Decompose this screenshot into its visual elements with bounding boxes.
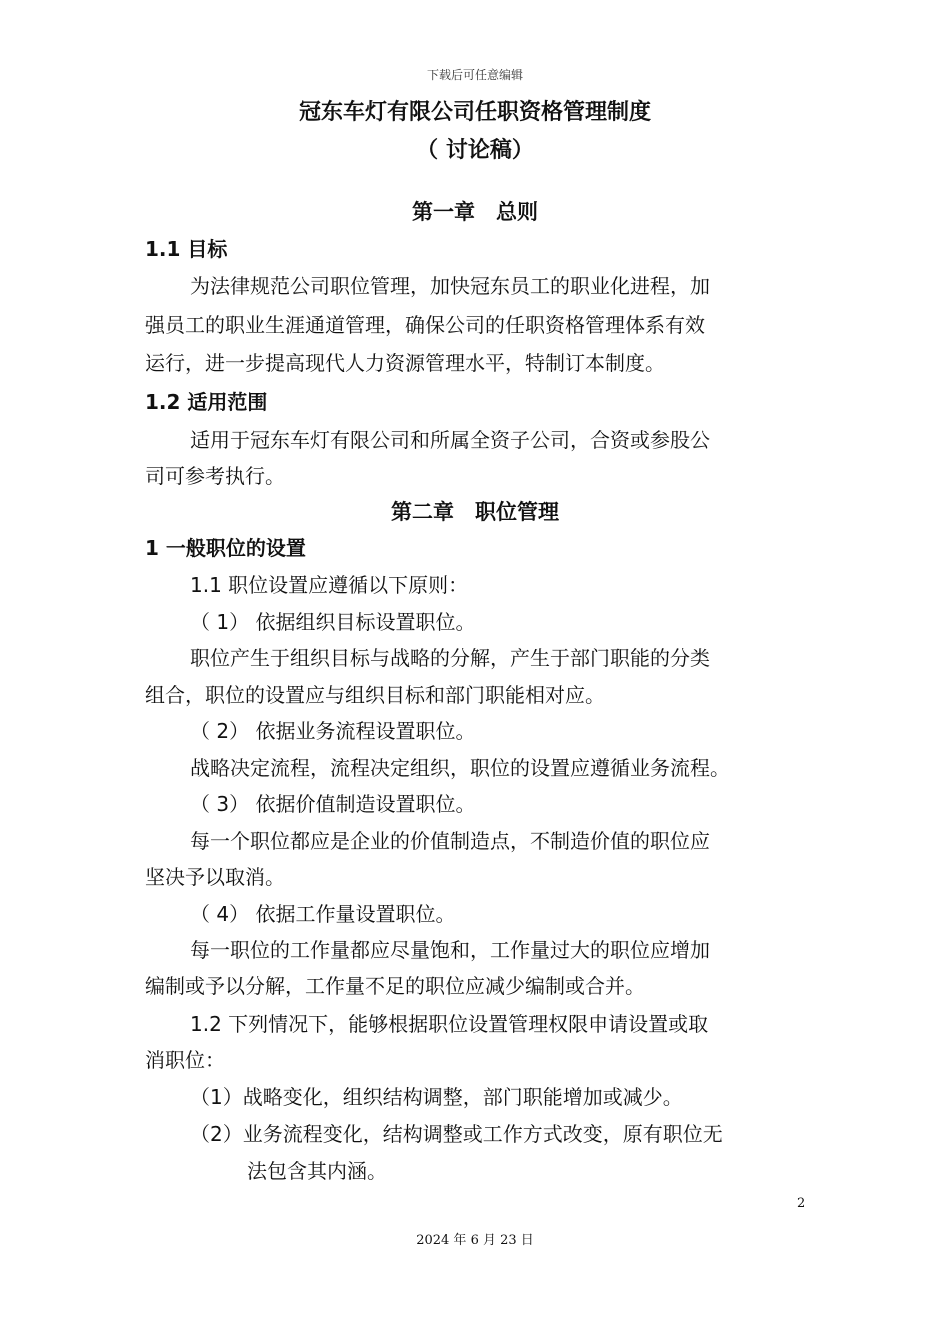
paragraph-line: 1.2 下列情况下，能够根据职位设置管理权限申请设置或取 [190, 1012, 709, 1036]
paragraph-line: 编制或予以分解，工作量不足的职位应减少编制或合并。 [145, 974, 645, 998]
paragraph-line: 1.1 职位设置应遵循以下原则： [190, 573, 469, 597]
paragraph-line: 战略决定流程，流程决定组织，职位的设置应遵循业务流程。 [190, 756, 730, 780]
paragraph-line: 适用于冠东车灯有限公司和所属全资子公司，合资或参股公 [190, 428, 710, 452]
section-1-2-heading: 1.2 适用范围 [145, 390, 268, 414]
document-title: 冠东车灯有限公司任职资格管理制度 [298, 100, 651, 125]
paragraph-line: 强员工的职业生涯通道管理，确保公司的任职资格管理体系有效 [145, 313, 705, 337]
chapter-2-heading: 第二章 职位管理 [391, 500, 559, 524]
list-item: （ 4） 依据工作量设置职位。 [190, 902, 456, 926]
paragraph-line: 组合，职位的设置应与组织目标和部门职能相对应。 [145, 683, 605, 707]
paragraph-line: 每一个职位都应是企业的价值制造点，不制造价值的职位应 [190, 829, 710, 853]
paragraph-line: 坚决予以取消。 [145, 865, 285, 889]
paragraph-line: 为法律规范公司职位管理，加快冠东员工的职业化进程，加 [190, 274, 710, 298]
list-item: （ 2） 依据业务流程设置职位。 [190, 719, 476, 743]
section-1-1-heading: 1.1 目标 [145, 237, 228, 261]
paragraph-line: 职位产生于组织目标与战略的分解，产生于部门职能的分类 [190, 646, 710, 670]
list-item: （2）业务流程变化，结构调整或工作方式改变，原有职位无 [190, 1122, 723, 1146]
list-item: （ 1） 依据组织目标设置职位。 [190, 610, 476, 634]
paragraph-line: 消职位： [145, 1048, 225, 1072]
chapter-1-heading: 第一章 总则 [412, 200, 538, 224]
list-item: （ 3） 依据价值制造设置职位。 [190, 792, 476, 816]
footer-date: 2024 年 6 月 23 日 [416, 1233, 534, 1248]
header-note: 下载后可任意编辑 [426, 68, 523, 82]
list-item: （1）战略变化，组织结构调整，部门职能增加或减少。 [190, 1085, 683, 1109]
paragraph-line: 每一职位的工作量都应尽量饱和，工作量过大的职位应增加 [190, 938, 710, 962]
page-number: 2 [797, 1196, 806, 1211]
paragraph-line: 法包含其内涵。 [247, 1159, 387, 1183]
document-subtitle: （ 讨论稿） [416, 138, 534, 163]
section-1-heading: 1 一般职位的设置 [145, 536, 306, 560]
paragraph-line: 司可参考执行。 [145, 464, 285, 488]
paragraph-line: 运行，进一步提高现代人力资源管理水平，特制订本制度。 [145, 351, 665, 375]
